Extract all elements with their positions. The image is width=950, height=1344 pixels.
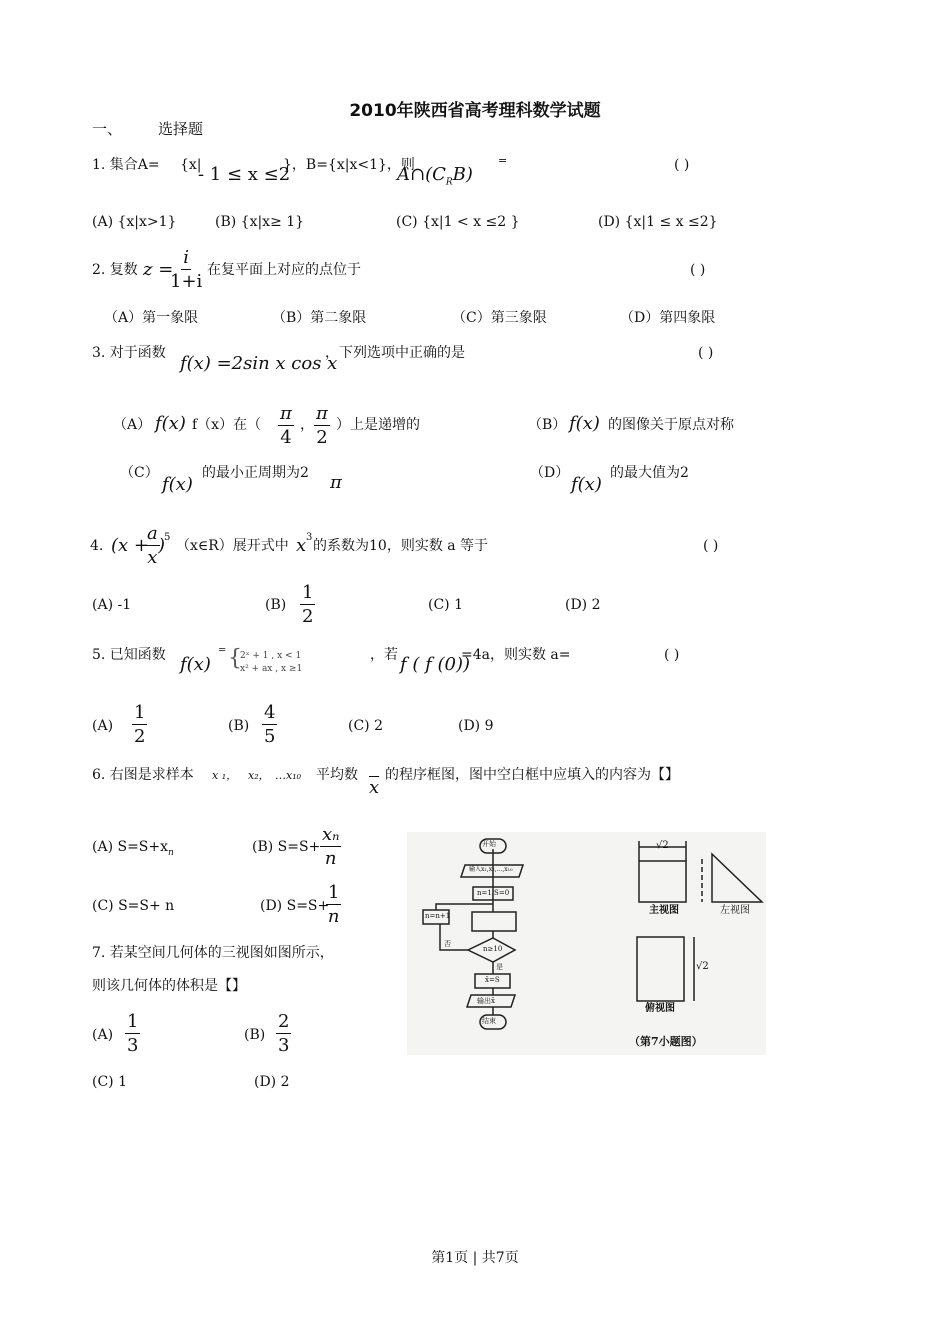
front-view [639,861,686,902]
q6-mean-label: 平均数 [316,767,358,783]
q1-set-a-condition: - 1 ≤ x ≤2 [198,164,291,185]
option-d-label: （D） [530,465,570,481]
q4-expr: (x + [111,535,149,556]
q5-lead: 5. 已知函数 [92,647,166,663]
answer-bracket: ( ) [664,647,680,663]
option-a-text-end: ）上是递增的 [336,417,420,433]
q5-text: =4a，则实数 a= [461,647,571,663]
fx: f(x) [569,413,600,434]
option-b-fraction: $\frac{2}{3}$ [278,1011,290,1056]
q1-equals: = [498,154,508,167]
option-a-fraction: $\frac{1}{3}$ [127,1011,139,1056]
fx: f(x) [155,413,186,434]
fx: f(x) [162,474,193,495]
brace-icon: { [228,646,242,671]
section-title: 选择题 [158,120,204,138]
option-c: (C) 1 [92,1074,127,1090]
option-c: (C) {x|1 < x ≤2 } [396,214,520,230]
flow-condition-label: n≥10 [483,945,503,953]
pi-over-4: $\frac{\pi}{4}$ [280,403,292,448]
q4-condition: （x∈R）展开式中 [176,538,289,554]
flow-yes-label: 是 [496,963,503,971]
comma: ， [300,417,314,433]
pi: π [330,472,342,493]
figure-caption: （第7小题图） [629,1035,703,1048]
top-view [637,937,684,1001]
option-a: （A）第一象限 [104,310,199,326]
q2-lead: 2. 复数 [92,262,138,278]
q7-line-1: 7. 若某空间几何体的三视图如图所示， [92,945,334,961]
equals: = [218,645,227,656]
side-view [712,854,762,902]
q4-power: 5 [164,532,171,543]
q7-line-2: 则该几何体的体积是【】 [92,978,246,994]
option-c: (C) 2 [348,718,383,734]
three-views [637,841,762,1001]
answer-bracket: ( ) [674,157,690,173]
top-view-label: 俯视图 [645,1003,675,1014]
option-b: (B) [228,718,250,734]
option-d: (D) {x|1 ≤ x ≤2} [598,214,718,230]
option-a-text: f（x）在（ [192,417,262,433]
option-b: (B) [244,1027,266,1043]
x10: …x₁₀ [275,769,302,782]
option-d: (D) 2 [254,1074,290,1090]
option-a: (A) [92,1027,114,1043]
x-bar: $\overline{x}$ [369,777,380,798]
option-b-text: 的图像关于原点对称 [608,417,734,433]
answer-bracket: ( ) [690,262,706,278]
figure-flowchart-and-three-views [407,832,766,1055]
q2-z: z = [143,259,174,280]
option-a-fraction: $\frac{1}{2}$ [134,702,146,747]
option-b: （B）第二象限 [272,310,367,326]
option-d-fraction: $\frac{1}{n}$ [327,882,340,927]
option-a: (A) [92,718,114,734]
piecewise-case-1: 2ˣ + 1 , x < 1 [240,651,302,661]
answer-bracket: ( ) [703,538,719,554]
flow-init-label: n=1,S=0 [477,889,510,897]
option-a: (A) {x|x>1} [92,214,177,230]
option-b: (B) {x|x≥ 1} [215,214,305,230]
page-title: 2010年陕西省高考理科数学试题 [349,101,601,121]
option-a-label: （A） [113,417,152,433]
option-b: (B) S=S+ [252,839,321,855]
section-number: 一、 [92,120,123,138]
option-b: (B) [265,597,287,613]
option-b-fraction: $\frac{1}{2}$ [302,582,314,627]
a-over-x: $\frac{a}{x}$ [147,523,158,568]
x-cubed: x [296,535,307,556]
x-cubed-power: 3 [306,532,313,543]
option-b-fraction: $\frac{4}{5}$ [264,702,276,747]
option-b-label: （B） [528,417,567,433]
option-d-text: 的最大值为2 [610,465,689,481]
fx: f(x) [180,654,211,675]
width-dimension: √2 [656,840,669,851]
option-d: (D) 9 [458,718,494,734]
q2-fraction: $\frac{i}{1+i}$ [170,247,203,292]
q3-lead: 3. 对于函数 [92,345,166,361]
q4-text: 的系数为10，则实数 a 等于 [313,538,489,554]
piecewise-case-2: x² + ax , x ≥1 [240,664,303,674]
flow-blank-box [472,912,516,931]
q1-expression: $A\cap(C_RB)$ [397,164,473,188]
q3-function: f(x) =2sin x cos x [180,353,338,374]
side-view-label: 左视图 [720,905,750,916]
option-c: (C) 1 [428,597,463,613]
flow-increment-label: n=n+1 [425,912,451,920]
q6-text: 的程序框图，图中空白框中应填入的内容为【】 [385,767,679,783]
option-a: (A) -1 [92,597,132,613]
q1-set-a-open: {x| [180,157,202,173]
q3-text: ，下列选项中正确的是 [325,345,465,361]
option-d: （D）第四象限 [620,310,716,326]
option-c-label: （C） [120,465,159,481]
q2-text: 在复平面上对应的点位于 [207,262,361,278]
front-view-label: 主视图 [649,905,679,916]
x2: x₂， [248,769,270,782]
flow-no-label: 否 [444,940,451,948]
option-d: (D) S=S+ [260,898,330,914]
q1-set-b: }，B={x|x<1}，则 [283,157,415,173]
option-b-fraction: $\frac{\text{xₙ}}{n}$ [322,824,340,869]
f-of-f-zero: f ( f (0)) [400,654,471,675]
pi-over-2: $\frac{\pi}{2}$ [316,403,328,448]
answer-bracket: ( ) [698,345,714,361]
page-footer: 第1页 | 共7页 [431,1250,519,1266]
flow-assign-label: x̄=S [485,976,500,984]
option-d: (D) 2 [565,597,601,613]
flow-output-label: 输出x̄ [477,997,495,1005]
flow-input-label: 输入x₁,x₂,…,x₁₀ [469,866,513,873]
q4-lead: 4. [90,538,104,554]
option-a: (A) $S=S+x_n$ [92,839,174,858]
flow-end-label: 结束 [482,1017,496,1025]
flow-start-label: 开始 [482,840,496,848]
q5-if: ，若 [370,647,398,663]
q6-lead: 6. 右图是求样本 [92,767,194,783]
depth-dimension: √2 [696,961,709,972]
q4-expr-close: ) [158,535,166,556]
option-c-text: 的最小正周期为2 [202,465,309,481]
x1: x ₁， [212,769,238,782]
fx: f(x) [571,474,602,495]
option-c: (C) S=S+ n [92,898,175,914]
q1-lead: 1. 集合A= [92,157,160,173]
option-c: （C）第三象限 [452,310,547,326]
